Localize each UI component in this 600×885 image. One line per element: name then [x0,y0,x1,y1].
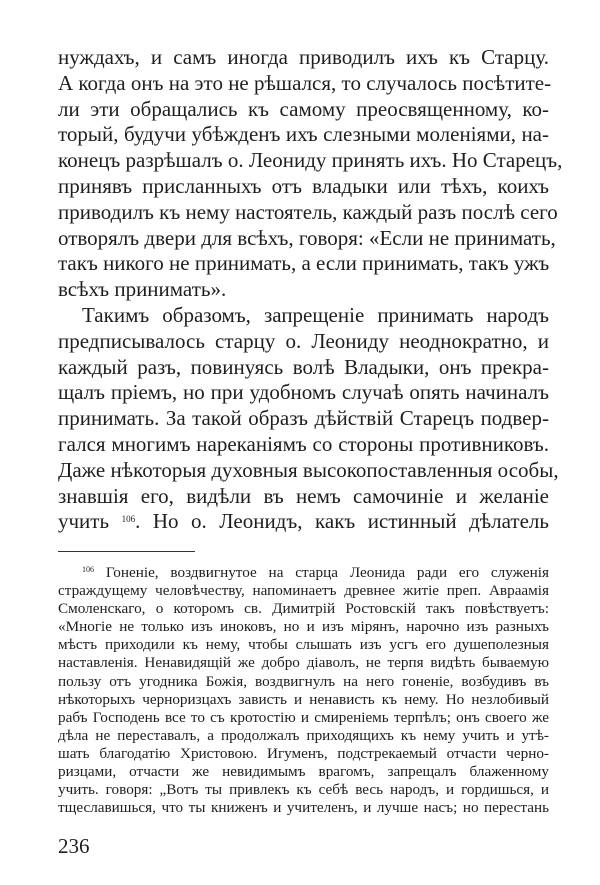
text-line: предписывалось старцу о. Леониду неоднократно, и [58,328,549,353]
footnote-line: пользу отъ угодника Божія, воздвигнулъ на него гоненіе, возбудивъ въ [58,672,549,690]
footnote-line: мѣстъ приходили къ нему, чтобы слышать изъ усгъ его душеполезныя [58,636,549,654]
text-line: А когда онъ на это не рѣшался, то случалось посѣтите- [58,70,552,95]
text-line: щалъ пріемъ, но при удобномъ случаѣ опять начиналъ [58,380,549,405]
footnote-reference[interactable]: 106 [121,514,136,525]
footnote-line [58,564,549,582]
main-text [58,45,563,535]
footnote-line: ризцами, отчасти же невидимымъ врагомъ, запрещалъ блаженному [58,763,549,781]
footnote [58,564,549,817]
footnote-line: шать благодатію Христовою. Игуменъ, подстрекаемый отчасти черно- [58,744,549,762]
text-line: Такимъ образомъ, запрещеніе принимать народъ [82,302,549,327]
footnote-line: нѣкоторыхъ черноризцахъ зависть и ненависть къ нему. Но незлобивый [58,690,549,708]
footnote-line: страждущему человѣчеству, напоминаетъ древнее житіе преп. Авраамія [58,582,549,600]
text-line: каждый разъ, повинуясь волѣ Владыки, онъ прекра- [58,354,549,379]
text-line: нуждахъ, и самъ иногда приводилъ ихъ къ Старцу. [58,45,549,69]
text-line: всѣхъ принимать». [58,277,227,302]
text-segment: учить [58,509,122,534]
text-line: торый, будучи убѣжденъ ихъ слезными моленіями, на- [58,122,549,147]
text-segment: Гоненіе, воздвигнутое на старца Леонида ради его служенія [94,564,549,581]
page-number: 236 [58,834,90,858]
text-line: гался многимъ нареканіямъ со стороны противниковъ. [58,431,549,456]
footnote-line: тщеславишься, что ты книженъ и учителенъ, и лучше насъ; но перестань [58,799,549,817]
footnote-line: Смоленскаго, о которомъ св. Димитрій Ростовскій такъ повѣствуетъ: [58,600,549,618]
footnote-separator [58,551,195,552]
text-line: ли эти обращались къ самому преосвященному, ко- [58,96,549,121]
footnote-marker: 106 [82,565,94,574]
text-line: конецъ разрѣшалъ о. Леониду принять ихъ. Но Старецъ, [58,148,563,173]
text-line: такъ никого не принимать, а если принимать, такъ ужъ [58,251,550,276]
text-line: знавшія его, видѣли въ немъ самочиніе и желаніе [58,483,549,508]
footnote-line: дѣла не переставалъ, а продолжалъ приходящихъ къ нему учить и утѣ- [58,726,549,744]
text-line [58,509,549,535]
text-line: принимать. За такой образъ дѣйствій Старецъ подвер- [58,406,549,431]
footnote-line: учить. говоря: „Вотъ ты привлекъ къ себѣ весь народъ, и гордишься, и [58,781,549,799]
footnote-line: «Многіе не только изъ иноковъ, но и изъ мірянъ, нарочно изъ разныхъ [58,618,549,636]
text-line: отворялъ двери для всѣхъ, говоря: «Если не принимать, [58,225,556,250]
footnote-line: наставленія. Ненавидящій же добро діаволъ, не терпя видѣть бываемую [58,654,549,672]
text-line: приводилъ къ нему настоятель, каждый разъ послѣ сего [58,199,558,224]
text-segment: . Но о. Леонидъ, какъ истинный дѣлатель [135,509,549,534]
text-line: Даже нѣкоторыя духовныя высокопоставленныя особы, [58,457,559,482]
footnote-line: рабъ Господень все то съ кротостію и смиреніемь терпѣлъ; онъ своего же [58,708,549,726]
text-line: принявъ присланныхъ отъ владыки или тѣхъ, коихъ [58,173,549,198]
